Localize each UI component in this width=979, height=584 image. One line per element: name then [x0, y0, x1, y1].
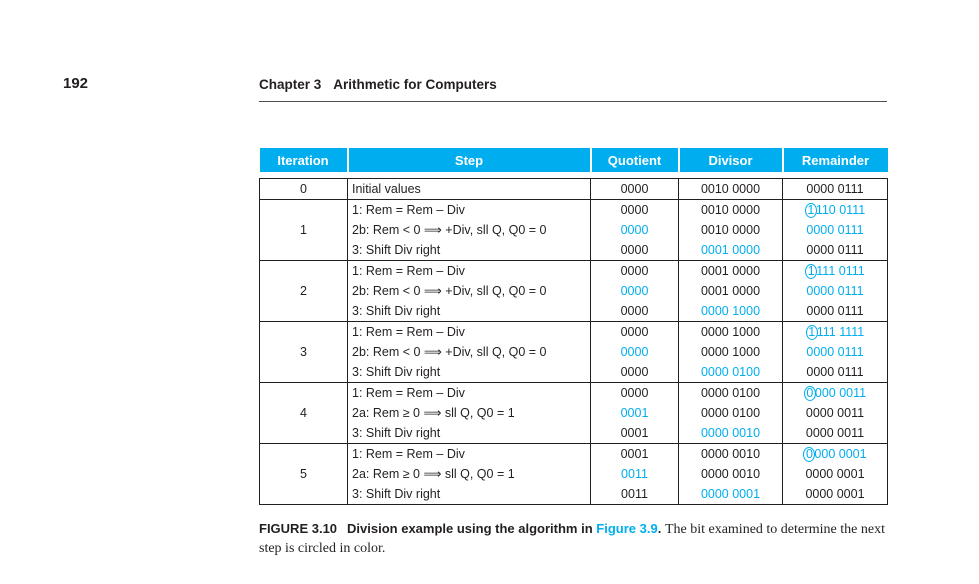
step-cell: 1: Rem = Rem – Div	[348, 322, 591, 343]
remainder-cell: 0000 0001	[783, 464, 888, 484]
table-header-row	[260, 148, 888, 172]
step-cell: 2b: Rem < 0 ⟹ +Div, sll Q, Q0 = 0	[348, 220, 591, 240]
divisor-cell: 0000 0100	[679, 383, 783, 404]
figure-title-end: .	[657, 521, 662, 536]
quotient-cell: 0000	[591, 220, 679, 240]
remainder-rest: 000 0011	[814, 386, 867, 400]
divisor-cell: 0000 0100	[679, 403, 783, 423]
remainder-cell: 0000 0111	[783, 281, 888, 301]
iteration-cell: 5	[260, 444, 348, 505]
quotient-cell: 0000	[591, 179, 679, 200]
step-cell: 2b: Rem < 0 ⟹ +Div, sll Q, Q0 = 0	[348, 281, 591, 301]
remainder-rest: 111 1111	[816, 325, 865, 339]
circled-bit-marker: 1	[805, 203, 817, 218]
figure-title: Division example using the algorithm in	[347, 521, 593, 536]
table-row	[260, 220, 888, 240]
remainder-cell	[783, 322, 888, 343]
table-row	[260, 464, 888, 484]
quotient-cell: 0000	[591, 383, 679, 404]
divisor-cell: 0001 0000	[679, 261, 783, 282]
table-row	[260, 281, 888, 301]
iteration-cell: 1	[260, 200, 348, 261]
quotient-cell: 0000	[591, 342, 679, 362]
iteration-cell: 4	[260, 383, 348, 444]
quotient-cell: 0000	[591, 281, 679, 301]
remainder-cell: 0000 0111	[783, 342, 888, 362]
iteration-cell: 0	[260, 179, 348, 200]
remainder-cell: 0000 0011	[783, 423, 888, 444]
remainder-cell: 0000 0111	[783, 220, 888, 240]
table-row	[260, 484, 888, 505]
figure-number: FIGURE 3.10	[259, 521, 338, 536]
remainder-cell: 0000 0111	[783, 179, 888, 200]
chapter-title: Arithmetic for Computers	[333, 77, 497, 92]
table-row	[260, 240, 888, 261]
step-cell: 1: Rem = Rem – Div	[348, 383, 591, 404]
quotient-cell: 0000	[591, 301, 679, 322]
col-header-remainder: Remainder	[783, 148, 888, 172]
divisor-cell: 0000 0010	[679, 464, 783, 484]
iteration-cell: 3	[260, 322, 348, 383]
table-row	[260, 342, 888, 362]
quotient-cell: 0000	[591, 362, 679, 383]
circled-bit-marker: 1	[806, 325, 818, 340]
table-row	[260, 322, 888, 343]
remainder-cell	[783, 261, 888, 282]
quotient-cell: 0001	[591, 403, 679, 423]
table-row	[260, 362, 888, 383]
header-rule	[259, 101, 887, 102]
step-cell: 3: Shift Div right	[348, 362, 591, 383]
figure-caption	[259, 520, 899, 558]
table-row	[260, 200, 888, 221]
remainder-rest: 111 0111	[816, 264, 865, 278]
col-header-quotient: Quotient	[591, 148, 679, 172]
quotient-cell: 0000	[591, 200, 679, 221]
divisor-cell: 0000 0100	[679, 362, 783, 383]
step-cell: 3: Shift Div right	[348, 301, 591, 322]
divisor-cell: 0000 1000	[679, 301, 783, 322]
remainder-cell: 0000 0001	[783, 484, 888, 505]
quotient-cell: 0011	[591, 484, 679, 505]
quotient-cell: 0000	[591, 261, 679, 282]
divisor-cell: 0000 1000	[679, 342, 783, 362]
col-header-step: Step	[348, 148, 591, 172]
step-cell: 2a: Rem ≥ 0 ⟹ sll Q, Q0 = 1	[348, 464, 591, 484]
divisor-cell: 0000 0010	[679, 444, 783, 465]
remainder-cell: 0000 0111	[783, 240, 888, 261]
circled-bit-marker: 0	[804, 386, 816, 401]
step-cell: Initial values	[348, 179, 591, 200]
remainder-cell: 0000 0011	[783, 403, 888, 423]
remainder-cell	[783, 383, 888, 404]
col-header-iteration: Iteration	[260, 148, 348, 172]
remainder-rest: 110 0111	[815, 203, 866, 217]
figure-link[interactable]: Figure 3.9	[596, 521, 658, 536]
step-cell: 3: Shift Div right	[348, 423, 591, 444]
table-row	[260, 444, 888, 465]
table-row	[260, 301, 888, 322]
circled-bit-marker: 1	[805, 264, 817, 279]
step-cell: 1: Rem = Rem – Div	[348, 200, 591, 221]
division-example-table	[259, 148, 888, 505]
step-cell: 2b: Rem < 0 ⟹ +Div, sll Q, Q0 = 0	[348, 342, 591, 362]
page-number: 192	[63, 75, 89, 92]
iteration-cell: 2	[260, 261, 348, 322]
running-head	[259, 77, 497, 92]
table-body	[260, 172, 888, 505]
divisor-cell: 0000 0001	[679, 484, 783, 505]
divisor-cell: 0010 0000	[679, 220, 783, 240]
quotient-cell: 0001	[591, 444, 679, 465]
chapter-label: Chapter 3	[259, 77, 322, 92]
divisor-cell: 0000 1000	[679, 322, 783, 343]
table-row	[260, 261, 888, 282]
table-row	[260, 403, 888, 423]
col-header-divisor: Divisor	[679, 148, 783, 172]
step-cell: 3: Shift Div right	[348, 240, 591, 261]
step-cell: 2a: Rem ≥ 0 ⟹ sll Q, Q0 = 1	[348, 403, 591, 423]
divisor-cell: 0010 0000	[679, 200, 783, 221]
step-cell: 1: Rem = Rem – Div	[348, 261, 591, 282]
remainder-rest: 000 0001	[814, 447, 867, 461]
quotient-cell: 0000	[591, 240, 679, 261]
remainder-cell	[783, 200, 888, 221]
remainder-cell	[783, 444, 888, 465]
quotient-cell: 0001	[591, 423, 679, 444]
circled-bit-marker: 0	[803, 447, 815, 462]
divisor-cell: 0001 0000	[679, 281, 783, 301]
table-row	[260, 383, 888, 404]
remainder-cell: 0000 0111	[783, 362, 888, 383]
table-row	[260, 179, 888, 200]
step-cell: 1: Rem = Rem – Div	[348, 444, 591, 465]
quotient-cell: 0011	[591, 464, 679, 484]
step-cell: 3: Shift Div right	[348, 484, 591, 505]
divisor-cell: 0010 0000	[679, 179, 783, 200]
table-row	[260, 423, 888, 444]
caption-body: The bit examined to determine the next step is circled in color.	[259, 522, 885, 556]
divisor-cell: 0000 0010	[679, 423, 783, 444]
remainder-cell: 0000 0111	[783, 301, 888, 322]
divisor-cell: 0001 0000	[679, 240, 783, 261]
quotient-cell: 0000	[591, 322, 679, 343]
